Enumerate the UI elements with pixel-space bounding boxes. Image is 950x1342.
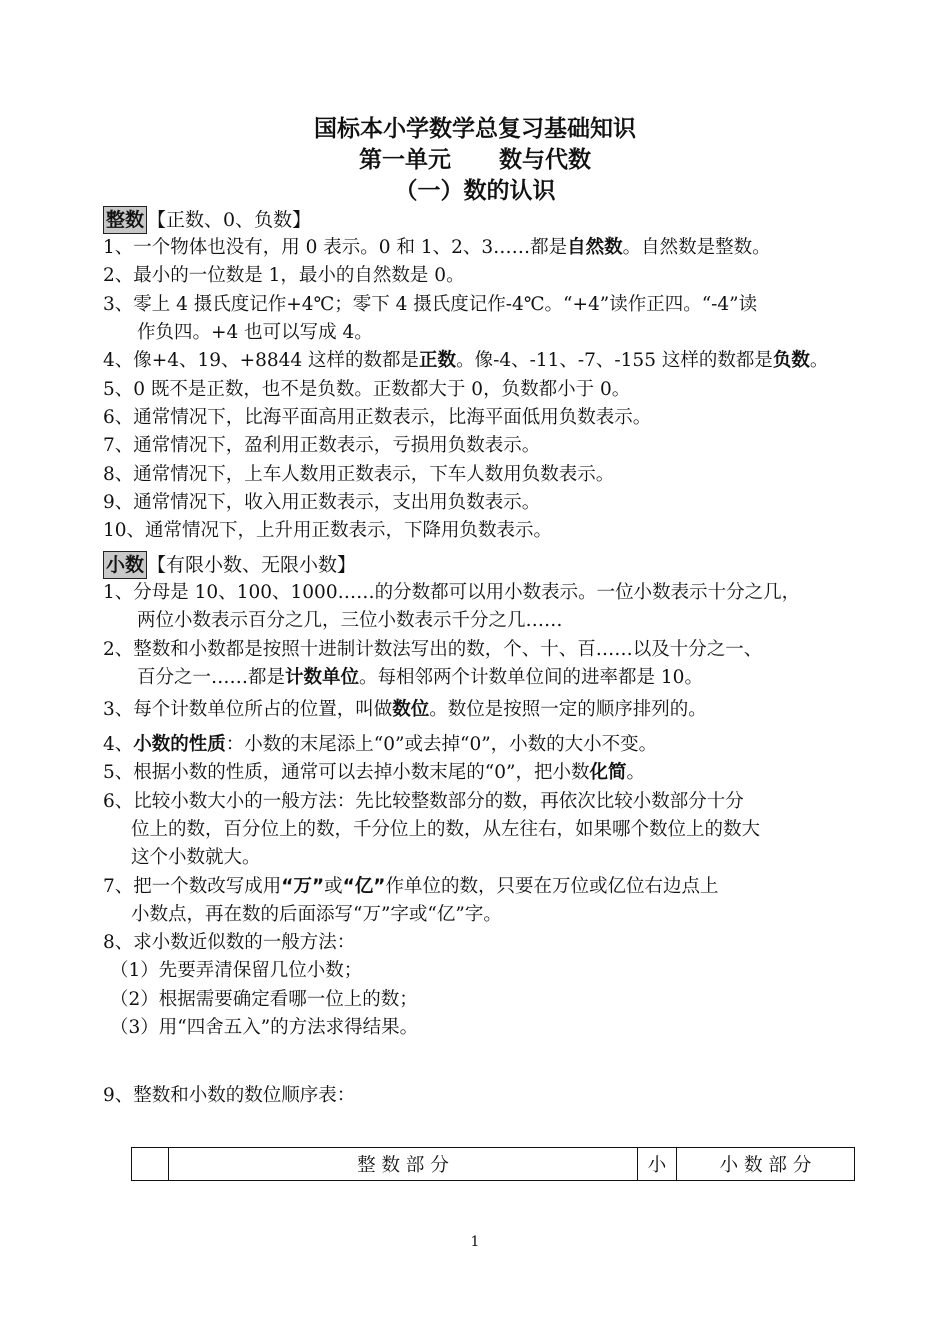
- integers-line: [103, 405, 651, 431]
- line-text: 10、通常情况下，上升用正数表示，下降用负数表示。: [103, 520, 553, 541]
- line-text: 8、通常情况下，上车人数用正数表示，下车人数用负数表示。: [103, 464, 615, 485]
- integers-line: [103, 433, 540, 459]
- decimals-line: [103, 732, 657, 758]
- decimals-line: [103, 697, 707, 723]
- decimals-heading: [103, 551, 356, 579]
- page-number: 1: [470, 1234, 480, 1250]
- line-text: 两位小数表示百分之几，三位小数表示千分之几……: [137, 610, 563, 631]
- line-text: ：小数的末尾添上“0”或去掉“0”，小数的大小不变。: [225, 734, 658, 755]
- line-text: 小数点，再在数的后面添写“万”字或“亿”字。: [131, 904, 502, 925]
- line-text: 6、通常情况下，比海平面高用正数表示，比海平面低用负数表示。: [103, 407, 652, 428]
- integers-subtitle: 【正数、0、负数】: [147, 209, 312, 231]
- decimals-line: [103, 874, 718, 900]
- line-text: 6、比较小数大小的一般方法：先比较整数部分的数，再依次比较小数部分十分: [103, 791, 744, 812]
- table-header-row: [132, 1148, 855, 1181]
- decimals-line: [103, 580, 800, 606]
- line-text: 或: [324, 876, 343, 897]
- line-text: 4、像+4、19、+8844 这样的数都是: [103, 350, 420, 371]
- place-value-table: [131, 1147, 855, 1181]
- line-text: 。每相邻两个计数单位间的进率都是 10。: [359, 667, 703, 688]
- bold-term: 负数: [772, 350, 810, 371]
- decimals-line: [103, 930, 355, 956]
- line-text: 4、: [103, 734, 134, 755]
- line-text: 作单位的数，只要在万位或亿位右边点上: [385, 876, 719, 897]
- line-text: 5、根据小数的性质，通常可以去掉小数末尾的“0”，把小数: [103, 762, 590, 783]
- line-text: 8、求小数近似数的一般方法：: [103, 932, 356, 953]
- bold-term: 小数的性质: [133, 734, 226, 755]
- line-text: 7、通常情况下，盈利用正数表示，亏损用负数表示。: [103, 435, 541, 456]
- line-text: 9、通常情况下，收入用正数表示，支出用负数表示。: [103, 492, 541, 513]
- decimals-line: [131, 817, 760, 843]
- integers-line: [103, 263, 465, 289]
- table-cell-decimal-point: 小: [638, 1148, 677, 1181]
- line-text: 这个小数就大。: [131, 847, 261, 868]
- doc-title: 国标本小学数学总复习基础知识: [314, 116, 636, 142]
- decimals-line: [131, 845, 261, 871]
- line-text: 2、整数和小数都是按照十进制计数法写出的数，个、十、百……以及十分之一、: [103, 639, 763, 660]
- line-text: 2、最小的一位数是 1，最小的自然数是 0。: [103, 265, 465, 286]
- bold-term: 化简: [589, 762, 627, 783]
- title-block: [0, 114, 950, 207]
- bold-term: 计数单位: [285, 667, 360, 688]
- integers-heading: [103, 206, 311, 234]
- decimals-line: [131, 902, 502, 928]
- integers-line: [103, 462, 614, 488]
- bold-term: 正数: [419, 350, 457, 371]
- decimals-line: [103, 760, 645, 786]
- integers-line: [103, 518, 552, 544]
- line-text: （2）根据需要确定看哪一位上的数；: [110, 989, 418, 1010]
- table-cell-integer-part: 整 数 部 分: [169, 1148, 638, 1181]
- decimals-line: [110, 958, 362, 984]
- table-cell-blank: [132, 1148, 169, 1181]
- integers-line: [103, 235, 771, 261]
- line-text: 5、0 既不是正数，也不是负数。正数都大于 0，负数都小于 0。: [103, 379, 631, 400]
- integers-line: [103, 490, 540, 516]
- decimals-tag: 小数: [103, 551, 147, 579]
- line-text: 。像-4、-11、-7、-155 这样的数都是: [456, 350, 773, 371]
- decimals-line: [137, 608, 563, 634]
- bold-term: “亿”: [342, 876, 386, 897]
- integers-line: [103, 292, 757, 318]
- line-text: （3）用“四舍五入”的方法求得结果。: [110, 1017, 419, 1038]
- line-text: （1）先要弄清保留几位小数；: [110, 960, 363, 981]
- decimals-subtitle: 【有限小数、无限小数】: [147, 554, 357, 576]
- integers-tag: 整数: [103, 206, 147, 234]
- decimals-line: [137, 665, 703, 691]
- bold-term: “万”: [281, 876, 325, 897]
- bold-term: 自然数: [567, 237, 623, 258]
- section-title: （一）数的认识: [394, 178, 556, 204]
- line-text: 1、分母是 10、100、1000……的分数都可以用小数表示。一位小数表示十分之几，: [103, 582, 801, 603]
- bold-term: 数位: [392, 699, 430, 720]
- line-text: 。自然数是整数。: [622, 237, 771, 258]
- integers-line: [103, 377, 630, 403]
- unit-title: 第一单元 数与代数: [358, 147, 592, 173]
- line-text: 百分之一……都是: [137, 667, 286, 688]
- decimals-line: [103, 1083, 355, 1109]
- integers-line: [137, 320, 373, 346]
- decimals-line: [110, 1015, 418, 1041]
- line-text: 7、把一个数改写成用: [103, 876, 282, 897]
- line-text: 作负四。+4 也可以写成 4。: [137, 322, 373, 343]
- decimals-line: [110, 987, 418, 1013]
- integers-line: [103, 348, 828, 374]
- line-text: 3、零上 4 摄氏度记作+4℃；零下 4 摄氏度记作-4℃。“+4”读作正四。“-4”读: [103, 294, 758, 315]
- decimals-line: [103, 789, 744, 815]
- line-text: 。: [626, 762, 645, 783]
- line-text: 。: [809, 350, 829, 371]
- line-text: 1、一个物体也没有，用 0 表示。0 和 1、2、3……都是: [103, 237, 568, 258]
- decimals-line: [103, 637, 762, 663]
- table-cell-decimal-part: 小 数 部 分: [677, 1148, 855, 1181]
- line-text: 3、每个计数单位所占的位置，叫做: [103, 699, 393, 720]
- line-text: 位上的数，百分位上的数，千分位上的数，从左往右，如果哪个数位上的数大: [131, 819, 761, 840]
- line-text: 。数位是按照一定的顺序排列的。: [429, 699, 707, 720]
- line-text: 9、整数和小数的数位顺序表：: [103, 1085, 356, 1106]
